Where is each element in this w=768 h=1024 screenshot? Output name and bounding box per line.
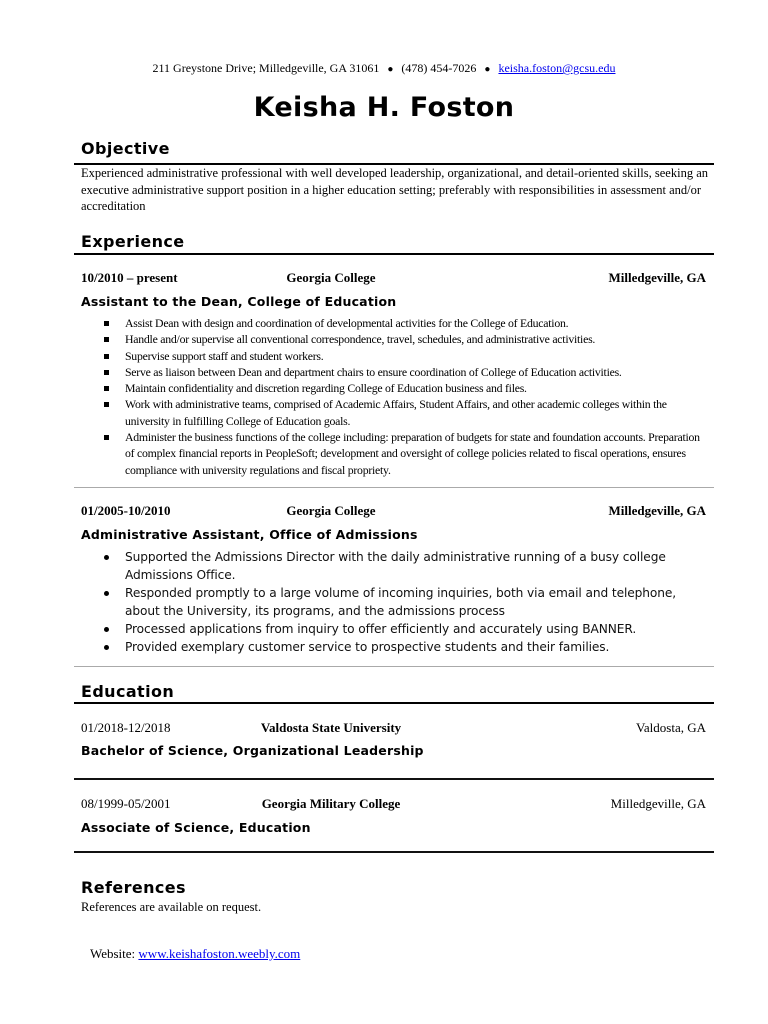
section-title-references: References	[81, 878, 186, 897]
website-label: Website:	[90, 946, 136, 961]
list-item: Handle and/or supervise all conventional correspondence, travel, schedules, and administrative activities.	[81, 331, 711, 347]
list-item: Serve as liaison between Dean and department chairs to ensure coordination of College of Education activities.	[81, 364, 711, 380]
separator-dot-icon: ●	[387, 64, 394, 75]
job-bullet-list	[81, 315, 711, 478]
job-organization: Georgia College	[286, 503, 376, 518]
education-divider	[74, 851, 714, 853]
job-header-row	[81, 503, 706, 521]
section-title-objective: Objective	[81, 139, 170, 158]
list-item: Processed applications from inquiry to offer efficiently and accurately using BANNER.	[81, 620, 711, 638]
education-divider	[74, 778, 714, 780]
website-link[interactable]: www.keishafoston.weebly.com	[138, 946, 301, 961]
education-location: Milledgeville, GA	[610, 796, 706, 811]
job-divider	[74, 666, 714, 667]
website-line	[90, 946, 300, 962]
job-title: Assistant to the Dean, College of Education	[81, 294, 397, 309]
job-location: Milledgeville, GA	[608, 270, 706, 285]
contact-address: 211 Greystone Drive; Milledgeville, GA 31061	[152, 61, 380, 75]
list-item: Provided exemplary customer service to prospective students and their families.	[81, 638, 711, 656]
contact-phone: (478) 454-7026	[401, 61, 477, 75]
job-dates: 01/2005-10/2010	[81, 503, 171, 518]
list-item: Work with administrative teams, comprised of Academic Affairs, Student Affairs, and other academic colleges within the university in fulfilling College of Education goals.	[81, 396, 711, 429]
separator-dot-icon: ●	[484, 64, 491, 75]
section-title-experience: Experience	[81, 232, 185, 251]
education-school: Georgia Military College	[261, 796, 401, 811]
job-dates: 10/2010 – present	[81, 270, 178, 285]
education-degree: Bachelor of Science, Organizational Leadership	[81, 743, 424, 758]
contact-email-link[interactable]: keisha.foston@gcsu.edu	[498, 61, 616, 75]
education-row	[81, 796, 706, 814]
contact-line	[0, 60, 768, 78]
education-location: Valdosta, GA	[635, 720, 706, 735]
education-row	[81, 720, 706, 738]
references-text: References are available on request.	[81, 900, 262, 914]
list-item: Maintain confidentiality and discretion regarding College of Education business and files.	[81, 380, 711, 396]
education-dates: 01/2018-12/2018	[81, 720, 171, 735]
list-item: Supervise support staff and student workers.	[81, 348, 711, 364]
objective-text: Experienced administrative professional with well developed leadership, organizational, and detail-oriented skills, seeking an executive administrative support position in a higher education setting; preferably with responsibilities in assessment and/or accreditation	[81, 166, 709, 213]
job-organization: Georgia College	[286, 270, 376, 285]
list-item: Assist Dean with design and coordination of developmental activities for the College of Education.	[81, 315, 711, 331]
education-school: Valdosta State University	[260, 720, 402, 735]
job-bullet-list	[81, 548, 711, 656]
education-dates: 08/1999-05/2001	[81, 796, 171, 811]
job-header-row	[81, 270, 706, 288]
candidate-name: Keisha H. Foston	[253, 92, 515, 123]
job-location: Milledgeville, GA	[608, 503, 706, 518]
list-item: Administer the business functions of the college including: preparation of budgets for state and foundation accounts. Preparation of complex financial reports in PeopleSoft; development and oversight of college policies related to fiscal operations, ensures compliance with university regulations and fiscal propriety.	[81, 429, 711, 478]
section-divider	[74, 702, 714, 704]
job-title: Administrative Assistant, Office of Admissions	[81, 527, 418, 542]
education-degree: Associate of Science, Education	[81, 820, 311, 835]
job-divider	[74, 487, 714, 488]
list-item: Supported the Admissions Director with the daily administrative running of a busy college Admissions Office.	[81, 548, 711, 584]
list-item: Responded promptly to a large volume of incoming inquiries, both via email and telephone, about the University, its programs, and the admissions process	[81, 584, 711, 620]
section-title-education: Education	[81, 682, 175, 701]
section-divider	[74, 253, 714, 255]
